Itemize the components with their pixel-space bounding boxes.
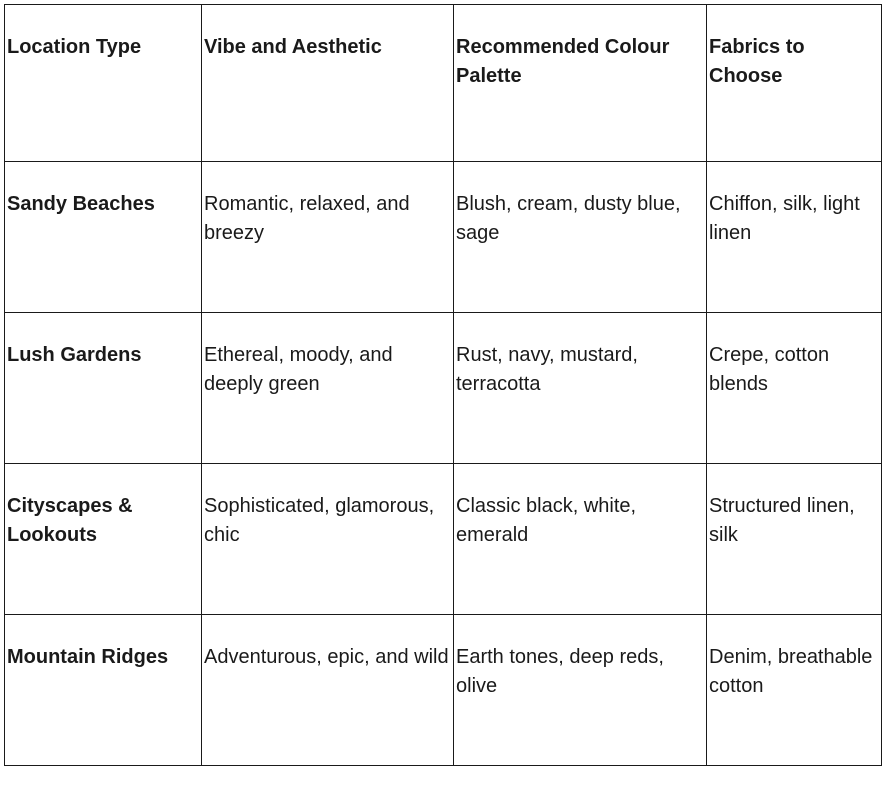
header-location-type: Location Type [5, 5, 202, 162]
table-row [5, 615, 882, 766]
cell-palette: Blush, cream, dusty blue, sage [454, 162, 707, 313]
cell-location: Lush Gardens [5, 313, 202, 464]
header-fabrics: Fabrics to Choose [707, 5, 882, 162]
cell-vibe: Romantic, relaxed, and breezy [202, 162, 454, 313]
cell-palette: Earth tones, deep reds, olive [454, 615, 707, 766]
table-row [5, 313, 882, 464]
cell-location: Cityscapes & Lookouts [5, 464, 202, 615]
cell-location: Mountain Ridges [5, 615, 202, 766]
cell-palette: Classic black, white, emerald [454, 464, 707, 615]
cell-fabrics: Denim, breathable cotton [707, 615, 882, 766]
header-colour-palette: Recommended Colour Palette [454, 5, 707, 162]
cell-fabrics: Structured linen, silk [707, 464, 882, 615]
table-row [5, 162, 882, 313]
cell-vibe: Adventurous, epic, and wild [202, 615, 454, 766]
header-row [5, 5, 882, 162]
cell-palette: Rust, navy, mustard, terracotta [454, 313, 707, 464]
header-vibe-aesthetic: Vibe and Aesthetic [202, 5, 454, 162]
cell-fabrics: Crepe, cotton blends [707, 313, 882, 464]
cell-fabrics: Chiffon, silk, light linen [707, 162, 882, 313]
cell-vibe: Sophisticated, glamorous, chic [202, 464, 454, 615]
cell-location: Sandy Beaches [5, 162, 202, 313]
table-row [5, 464, 882, 615]
location-style-table [4, 4, 882, 766]
cell-vibe: Ethereal, moody, and deeply green [202, 313, 454, 464]
